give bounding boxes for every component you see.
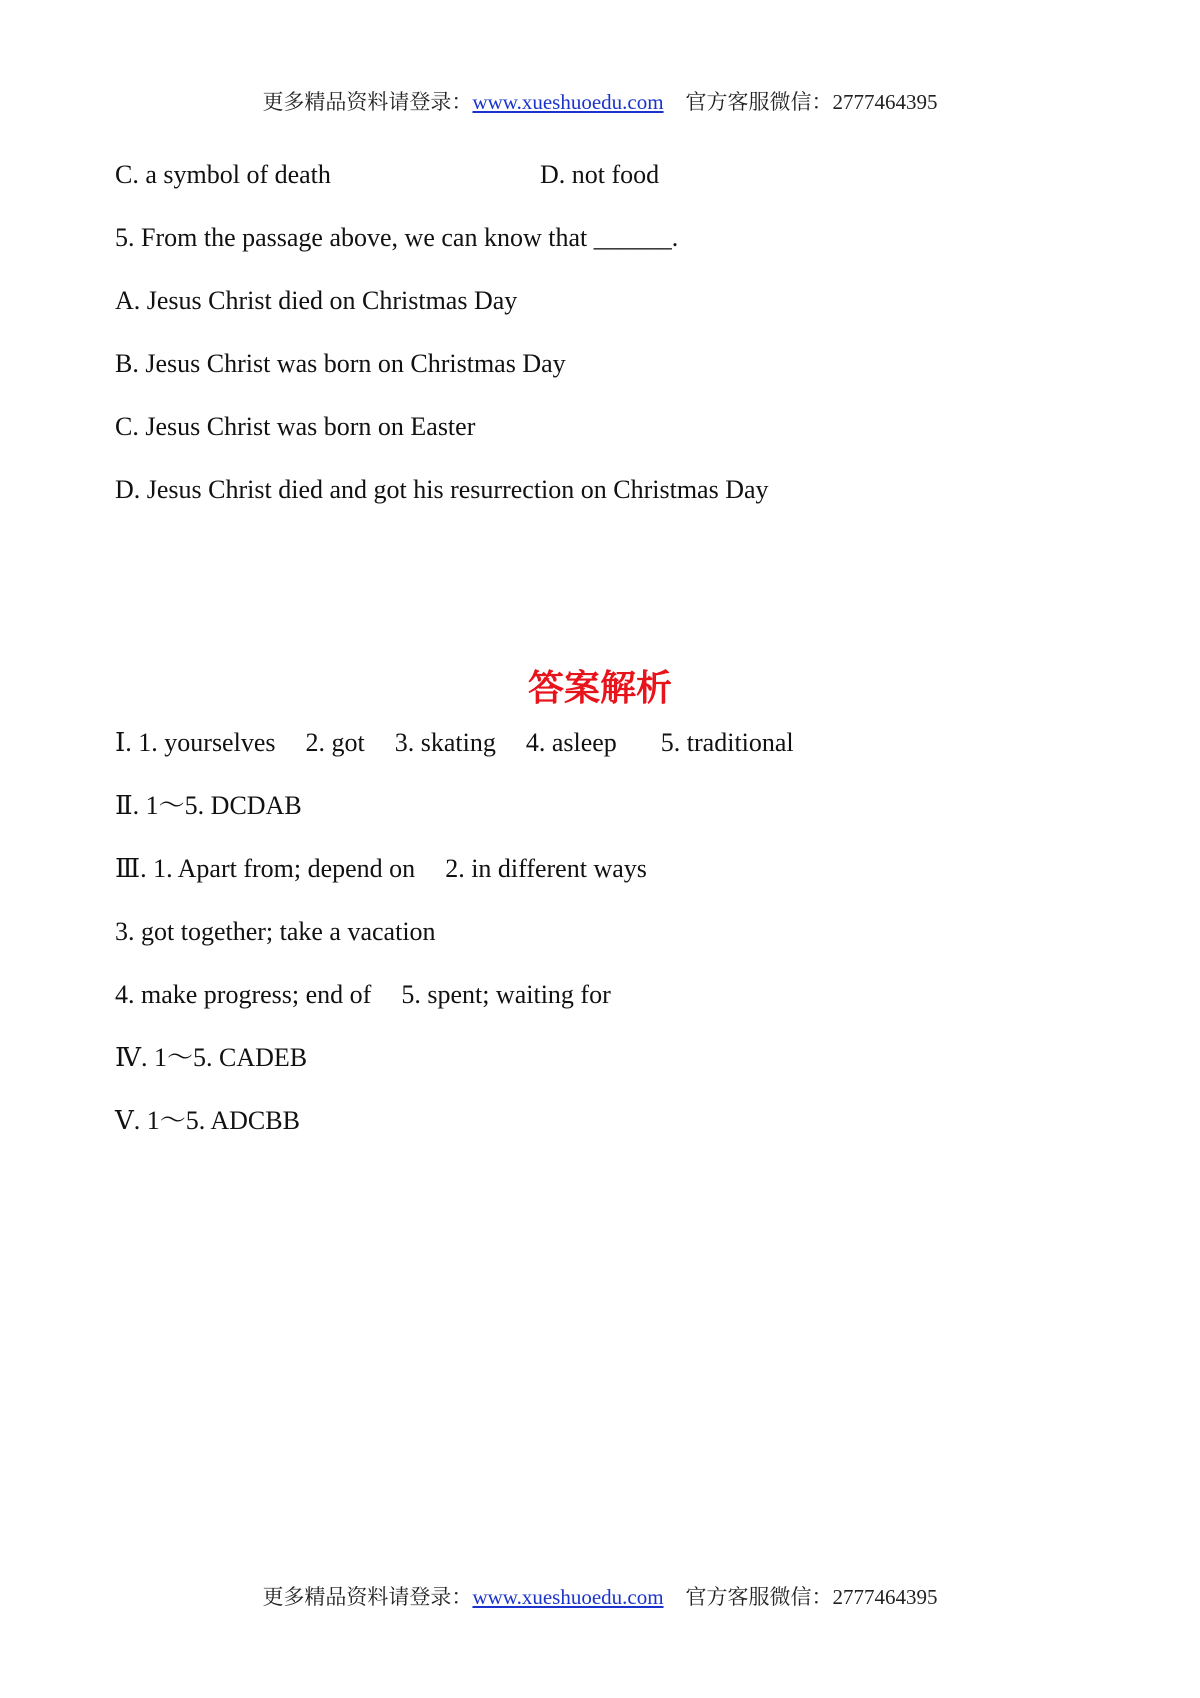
q4-option-c: C. a symbol of death	[115, 160, 331, 189]
part3-item-2: 2. in different ways	[445, 854, 647, 883]
page-footer	[0, 1581, 1200, 1611]
header-link[interactable]: www.xueshuoedu.com	[472, 90, 664, 114]
part3-item-1: 1. Apart from; depend on	[153, 854, 416, 883]
header-prefix: 更多精品资料请登录：	[262, 90, 473, 114]
q5-option-a: A. Jesus Christ died on Christmas Day	[115, 286, 518, 315]
part3-label: Ⅲ.	[115, 854, 154, 883]
part5-text: 1～5. ADCBB	[146, 1106, 300, 1135]
part3-item-5: 5. spent; waiting for	[401, 980, 611, 1009]
q5-option-d: D. Jesus Christ died and got his resurrection on Christmas Day	[115, 475, 769, 504]
footer-prefix: 更多精品资料请登录：	[262, 1585, 473, 1609]
q5-stem: 5. From the passage above, we can know that ______.	[115, 223, 679, 252]
q5-option-c: C. Jesus Christ was born on Easter	[115, 412, 476, 441]
part4-text: 1～5. CADEB	[153, 1043, 308, 1072]
part1-item-1: 1. yourselves	[138, 728, 276, 757]
part1-item-4: 4. asleep	[525, 728, 617, 757]
part1-item-2: 2. got	[305, 728, 365, 757]
answers-part5	[115, 1105, 300, 1137]
part1-item-5: 5. traditional	[660, 728, 794, 757]
part3-item-4: 4. make progress; end of	[115, 980, 372, 1009]
part1-item-3: 3. skating	[394, 728, 496, 757]
footer-service: 官方客服微信：2777464395	[685, 1585, 938, 1609]
answers-part3-line1	[115, 853, 647, 885]
part2-label: Ⅱ.	[115, 791, 146, 820]
part2-text: 1～5. DCDAB	[145, 791, 302, 820]
answers-part2	[115, 790, 302, 822]
answers-part4	[115, 1042, 307, 1074]
part4-label: Ⅳ.	[115, 1043, 154, 1072]
header-service: 官方客服微信：2777464395	[685, 90, 938, 114]
footer-link[interactable]: www.xueshuoedu.com	[472, 1585, 664, 1609]
part1-label: Ⅰ.	[115, 728, 139, 757]
answers-title: 答案解析	[527, 668, 672, 709]
answers-part3-line3	[115, 979, 611, 1011]
q5-option-b: B. Jesus Christ was born on Christmas Day	[115, 349, 566, 378]
page-header	[0, 86, 1200, 116]
answers-part1	[115, 727, 794, 759]
q4-option-d: D. not food	[540, 160, 660, 189]
answers-part3-line2: 3. got together; take a vacation	[115, 917, 436, 946]
part5-label: Ⅴ.	[115, 1106, 147, 1135]
